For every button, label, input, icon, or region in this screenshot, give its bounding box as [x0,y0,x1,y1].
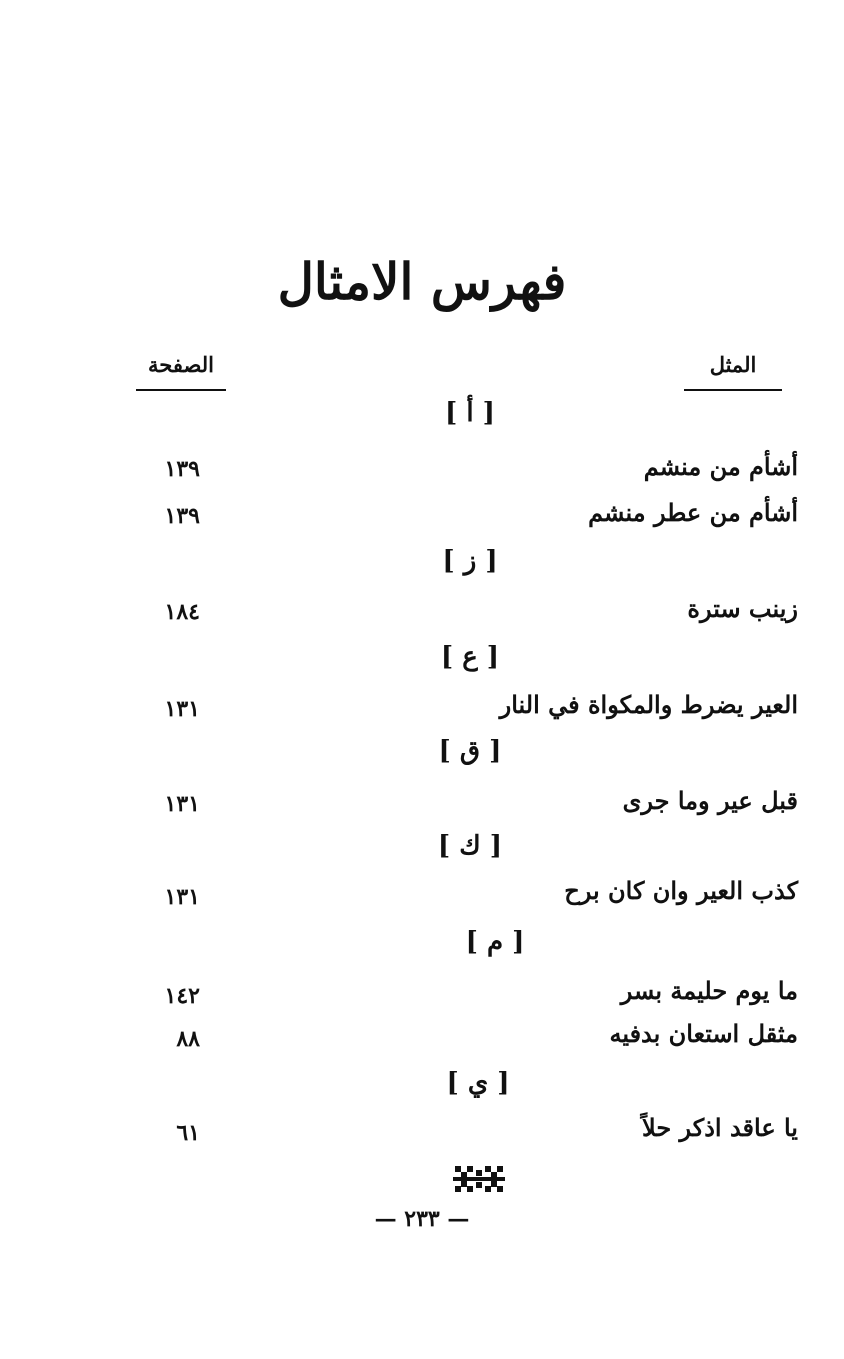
proverb-entry: أشأم من منشم [643,452,798,481]
proverb-entry: زينب سترة [687,594,798,623]
proverb-entry: يا عاقد اذكر حلاً [642,1113,798,1142]
section-letter-qaf: [ ق ] [438,736,502,766]
section-letter-kaf: [ ك ] [437,831,503,861]
proverb-page-number: ١٣٩ [164,503,200,529]
proverb-page-number: ١٣١ [164,884,200,910]
proverb-page-number: ١٣١ [164,696,200,722]
proverb-entry: ما يوم حليمة بسر [620,976,798,1005]
proverb-page-number: ١٨٤ [164,599,200,625]
proverb-entry: كذب العير وان كان برح [564,876,798,905]
page-title: فهرس الامثال [277,252,567,311]
section-letter-ya: [ ي ] [446,1068,510,1098]
proverb-page-number: ١٣٩ [164,456,200,482]
section-letter-mim: [ م ] [465,927,525,957]
column-header-proverb: المثل [709,352,757,377]
section-letter-zay: [ ز ] [442,546,498,576]
section-letter-ayn: [ ع ] [440,642,500,672]
proverb-page-number: ٦١ [176,1120,200,1146]
column-header-page-underline [136,389,226,391]
proverb-page-number: ١٤٢ [164,983,200,1009]
proverb-entry: قبل عير وما جرى [622,786,798,815]
column-header-proverb-underline [684,389,782,391]
column-header-page: الصفحة [148,352,214,377]
proverb-entry: مثقل استعان بدفيه [609,1019,798,1048]
ornament-icon [451,1164,507,1194]
proverb-page-number: ٨٨ [176,1026,200,1052]
proverb-page-number: ١٣١ [164,791,200,817]
page-number: — ٢٣٣ — [374,1206,470,1232]
section-letter-alif: [ أ ] [445,398,495,428]
proverb-entry: العير يضرط والمكواة في النار [499,690,798,719]
proverb-entry: أشأم من عطر منشم [588,498,798,527]
